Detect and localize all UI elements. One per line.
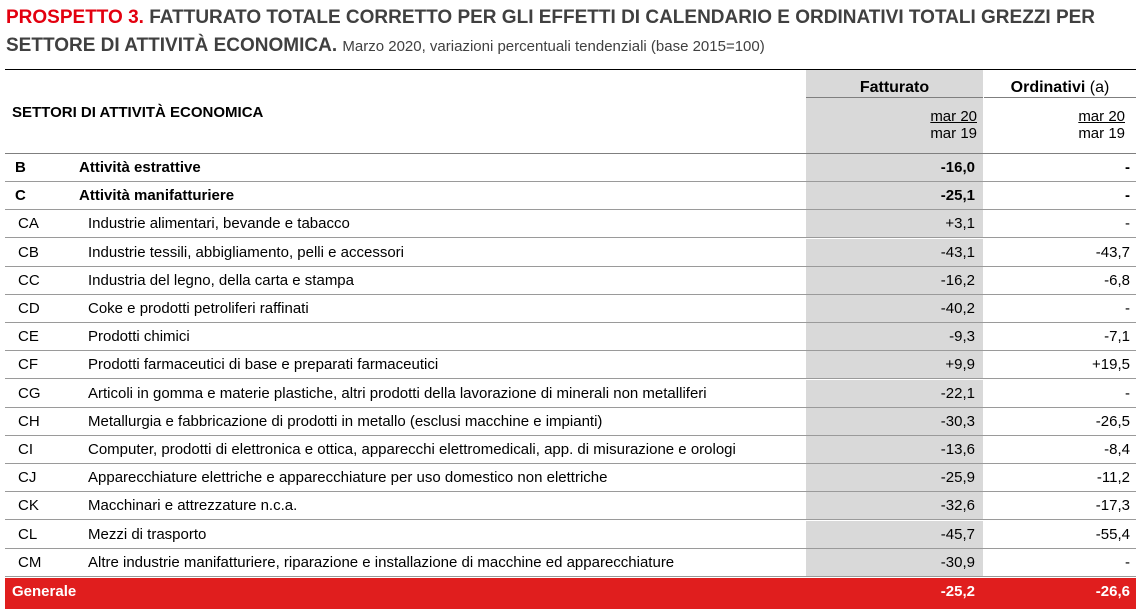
sector-description: Attività manifatturiere	[79, 187, 235, 205]
ordinativi-value: -	[1125, 384, 1130, 402]
table-row	[5, 351, 1136, 379]
sector-code: CE	[18, 328, 39, 346]
ordinativi-value: -8,4	[1104, 441, 1130, 458]
sector-description: Industrie tessili, abbigliamento, pelli e accessori	[88, 243, 404, 261]
total-fatturato-value: -25,2	[940, 583, 975, 600]
sector-column-header: SETTORI DI ATTIVITÀ ECONOMICA	[12, 104, 264, 121]
fatturato-value: -9,3	[949, 328, 975, 346]
fatturato-value: -32,6	[940, 497, 975, 515]
title-prefix: PROSPETTO 3.	[6, 7, 144, 28]
ordinativi-value: -26,5	[1095, 412, 1130, 430]
ordinativi-note: (a)	[1089, 79, 1110, 96]
table-row	[5, 521, 1136, 549]
sector-description: Computer, prodotti di elettronica e ottica, apparecchi elettromedicali, app. di misurazione e orologi	[88, 441, 736, 458]
fatturato-value: -40,2	[940, 300, 975, 317]
ordinativi-period	[984, 108, 1125, 142]
sector-code: CB	[18, 243, 39, 261]
title-main: FATTURATO TOTALE CORRETTO PER GLI EFFETTI DI CALENDARIO E ORDINATIVI TOTALI GREZZI PER SETTORE DI ATTIVITÀ ECONOMICA.	[6, 7, 1096, 56]
fatturato-header-underline	[806, 97, 983, 98]
fatturato-cell	[806, 210, 983, 238]
sector-description: Mezzi di trasporto	[88, 525, 207, 543]
fatturato-cell	[806, 154, 983, 182]
fatturato-cell	[806, 239, 983, 267]
table-title	[6, 4, 1136, 61]
fatturato-cell	[806, 436, 983, 464]
ordinativi-value: -17,3	[1095, 497, 1130, 515]
table-row	[5, 464, 1136, 492]
sector-code: C	[15, 187, 26, 205]
fatturato-value: -16,2	[940, 271, 975, 289]
fatturato-cell	[806, 323, 983, 351]
ordinativi-value: -6,8	[1104, 271, 1130, 289]
period-top: mar 20	[930, 108, 977, 125]
sector-description: Altre industrie manifatturiere, riparazione e installazione di macchine ed apparecchiature	[88, 553, 675, 571]
total-fatturato-cell	[806, 578, 983, 606]
fatturato-period	[806, 108, 977, 142]
period-bottom: mar 19	[930, 125, 977, 142]
fatturato-cell	[806, 295, 983, 323]
ordinativi-value: -	[1125, 300, 1130, 317]
ordinativi-value: -7,1	[1104, 328, 1130, 346]
fatturato-value: -30,3	[940, 412, 975, 430]
table-row	[5, 182, 1136, 210]
ordinativi-column-header	[984, 79, 1136, 97]
sector-description: Industria del legno, della carta e stampa	[88, 271, 354, 289]
table-row	[5, 436, 1136, 464]
ordinativi-value: -	[1125, 215, 1130, 233]
ordinativi-value: -	[1125, 159, 1130, 176]
table-row	[5, 210, 1136, 238]
total-row	[5, 578, 1136, 609]
table-row	[5, 408, 1136, 436]
fatturato-column-header: Fatturato	[859, 79, 930, 96]
fatturato-cell	[806, 380, 983, 408]
fatturato-value: -25,1	[940, 187, 975, 205]
sector-code: CF	[18, 356, 38, 374]
ordinativi-value: -11,2	[1096, 469, 1130, 487]
fatturato-cell	[806, 182, 983, 210]
table-row	[5, 239, 1136, 267]
fatturato-cell	[806, 549, 983, 577]
ordinativi-value: -	[1125, 187, 1130, 205]
ordinativi-value: +19,5	[1092, 356, 1130, 374]
fatturato-cell	[806, 267, 983, 295]
sector-code: CA	[18, 215, 39, 233]
fatturato-cell	[806, 492, 983, 520]
ordinativi-value: -55,4	[1095, 525, 1130, 543]
sector-code: CC	[18, 271, 40, 289]
fatturato-value: -45,7	[940, 525, 975, 543]
ordinativi-value: -43,7	[1095, 243, 1130, 261]
title-subtitle: Marzo 2020, variazioni percentuali tendenziali (base 2015=100)	[342, 38, 765, 55]
ordinativi-label: Ordinativi	[1010, 79, 1086, 96]
ordinativi-header-underline	[984, 97, 1136, 98]
fatturato-value: +9,9	[945, 356, 975, 374]
fatturato-value: -25,9	[940, 469, 975, 487]
fatturato-cell	[806, 408, 983, 436]
sector-description: Prodotti farmaceutici di base e preparati farmaceutici	[88, 356, 439, 374]
fatturato-value: -43,1	[940, 243, 975, 261]
row-separator	[5, 576, 1136, 577]
fatturato-value: -13,6	[940, 441, 975, 458]
sector-code: CG	[18, 384, 41, 402]
sector-code: CK	[18, 497, 39, 515]
sector-code: CH	[18, 412, 40, 430]
table-row	[5, 295, 1136, 323]
sector-description: Attività estrattive	[79, 159, 201, 176]
sector-code: CM	[18, 553, 42, 571]
sector-code: CD	[18, 300, 40, 317]
period-bottom: mar 19	[1078, 125, 1125, 142]
sector-description: Metallurgia e fabbricazione di prodotti in metallo (esclusi macchine e impianti)	[88, 412, 603, 430]
fatturato-value: -16,0	[940, 159, 975, 176]
table-row	[5, 267, 1136, 295]
sector-description: Articoli in gomma e materie plastiche, altri prodotti della lavorazione di minerali non metalliferi	[88, 384, 707, 402]
table-row	[5, 549, 1136, 577]
sector-description: Apparecchiature elettriche e apparecchiature per uso domestico non elettriche	[88, 469, 608, 487]
sector-code: CJ	[18, 469, 37, 487]
sector-description: Industrie alimentari, bevande e tabacco	[88, 215, 350, 233]
table-row	[5, 380, 1136, 408]
sector-description: Macchinari e attrezzature n.c.a.	[88, 497, 298, 515]
fatturato-value: +3,1	[945, 215, 975, 233]
table-row	[5, 323, 1136, 351]
period-top: mar 20	[1078, 108, 1125, 125]
sector-code: B	[15, 159, 26, 176]
fatturato-value: -22,1	[940, 384, 975, 402]
sector-code: CL	[18, 525, 38, 543]
total-ordinativi-value: -26,6	[1095, 583, 1130, 600]
table-row	[5, 492, 1136, 520]
fatturato-cell	[806, 351, 983, 379]
sector-code: CI	[18, 441, 33, 458]
fatturato-value: -30,9	[940, 553, 975, 571]
total-label: Generale	[12, 583, 77, 600]
table-row	[5, 154, 1136, 182]
sector-description: Prodotti chimici	[88, 328, 190, 346]
ordinativi-value: -	[1125, 553, 1130, 571]
sector-description: Coke e prodotti petroliferi raffinati	[88, 300, 309, 317]
fatturato-cell	[806, 521, 983, 549]
fatturato-cell	[806, 464, 983, 492]
